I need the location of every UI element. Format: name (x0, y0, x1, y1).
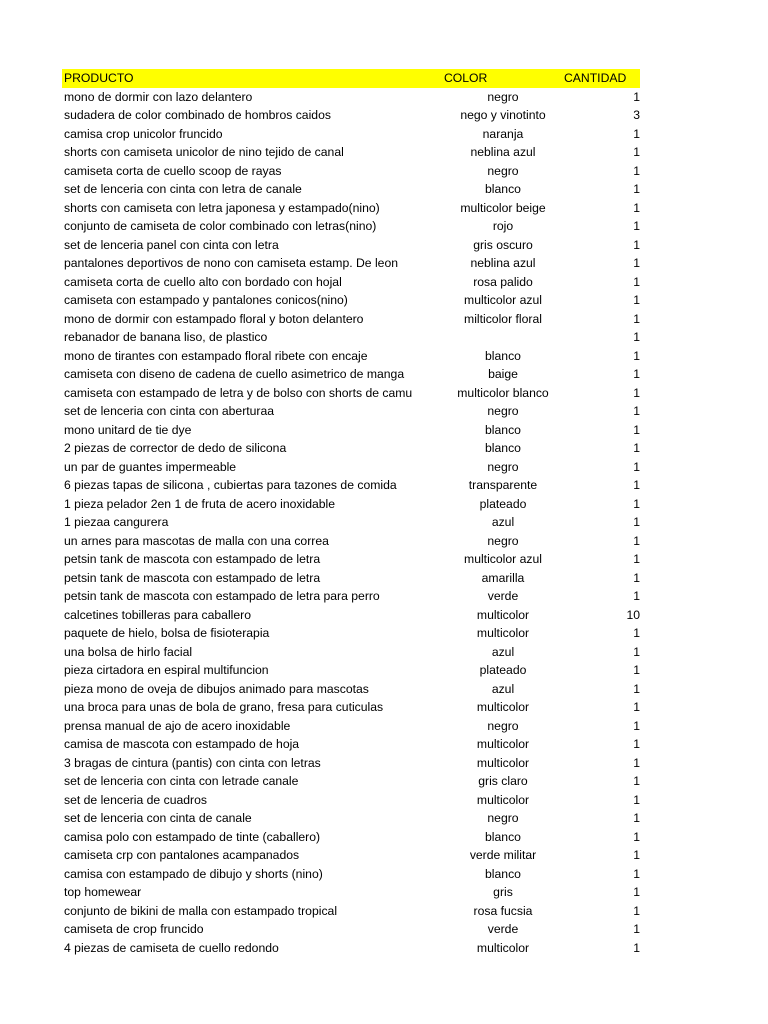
cell-color: blanco (485, 441, 521, 455)
table-row (62, 106, 640, 125)
cell-producto: petsin tank de mascota con estampado de letra (64, 552, 321, 566)
cell-cantidad: 1 (633, 126, 640, 141)
cell-cantidad: 1 (633, 459, 640, 474)
cell-cantidad: 1 (633, 792, 640, 807)
cell-producto: 1 piezaa cangurera (64, 515, 169, 529)
cell-color: baige (488, 367, 518, 381)
table-row (62, 569, 640, 588)
cell-color: transparente (468, 478, 538, 492)
cell-producto: 4 piezas de camiseta de cuello redondo (64, 940, 279, 955)
cell-cantidad: 1 (633, 589, 640, 603)
cell-color: gris oscuro (473, 237, 533, 252)
cell-producto: set de lenceria de cuadros (64, 792, 207, 807)
header-cantidad: CANTIDAD (564, 71, 627, 85)
cell-producto: petsin tank de mascota con estampado de letra (64, 570, 321, 585)
cell-color: multicolor blanco (457, 385, 549, 400)
cell-color: multicolor (476, 607, 530, 622)
product-table (62, 69, 640, 957)
cell-producto: top homewear (64, 885, 142, 899)
cell-color: blanco (485, 829, 521, 844)
cell-producto: mono unitard de tie dye (64, 422, 192, 437)
table-row (62, 606, 640, 625)
cell-color: blanco (485, 348, 521, 363)
cell-cantidad: 1 (633, 182, 640, 196)
table-row (62, 846, 640, 865)
cell-cantidad: 1 (633, 478, 640, 492)
cell-color: plateado (479, 663, 527, 677)
cell-producto: mono de dormir con lazo delantero (64, 89, 253, 104)
cell-color: blanco (485, 182, 521, 196)
cell-producto: pantalones deportivos de nono con camiseta estamp. De leon (64, 256, 399, 270)
table-row (62, 143, 640, 162)
cell-cantidad: 1 (633, 422, 640, 437)
cell-color: gris (493, 885, 513, 899)
cell-cantidad: 1 (633, 533, 640, 548)
cell-color: azul (491, 644, 515, 659)
table-body (62, 88, 640, 958)
cell-cantidad: 1 (633, 681, 640, 696)
cell-color: multicolor (476, 737, 530, 751)
cell-producto: set de lenceria con cinta de canale (64, 811, 252, 825)
table-row (62, 883, 640, 902)
cell-producto: sudadera de color combinado de hombros caidos (64, 108, 331, 122)
cell-color: multicolor beige (460, 200, 546, 215)
cell-cantidad: 1 (633, 274, 640, 289)
cell-producto: pieza cirtadora en espiral multifuncion (64, 663, 269, 677)
cell-cantidad: 1 (633, 441, 640, 455)
cell-cantidad: 1 (633, 330, 640, 344)
cell-color: negro (487, 404, 519, 418)
cell-color: negro (487, 163, 519, 178)
cell-cantidad: 1 (633, 940, 640, 955)
cell-producto: conjunto de bikini de malla con estampado tropical (64, 903, 338, 918)
table-row (62, 624, 640, 643)
cell-cantidad: 1 (633, 219, 640, 233)
cell-producto: mono de dormir con estampado floral y boton delantero (64, 311, 364, 326)
table-row (62, 365, 640, 384)
cell-color: negro (487, 89, 519, 104)
table-row (62, 735, 640, 754)
cell-color: multicolor azul (464, 293, 542, 307)
cell-color: negro (487, 718, 519, 733)
cell-color: naranja (482, 126, 524, 141)
cell-cantidad: 1 (633, 811, 640, 825)
table-row (62, 236, 640, 255)
cell-producto: 1 pieza pelador 2en 1 de fruta de acero inoxidable (64, 496, 336, 511)
cell-producto: prensa manual de ajo de acero inoxidable (64, 718, 291, 733)
cell-cantidad: 1 (633, 570, 640, 585)
table-row (62, 828, 640, 847)
cell-color: gris claro (478, 774, 528, 788)
cell-color: multicolor (476, 755, 530, 770)
cell-cantidad: 10 (626, 607, 640, 622)
cell-cantidad: 1 (633, 700, 640, 714)
table-row (62, 476, 640, 495)
cell-producto: pieza mono de oveja de dibujos animado para mascotas (64, 681, 369, 696)
cell-color: azul (491, 681, 515, 696)
cell-color: plateado (479, 496, 527, 511)
table-row (62, 439, 640, 458)
cell-color: multicolor (476, 626, 530, 640)
header-producto: PRODUCTO (64, 71, 134, 85)
cell-cantidad: 1 (633, 755, 640, 770)
cell-cantidad: 1 (633, 829, 640, 844)
cell-producto: un arnes para mascotas de malla con una correa (64, 533, 329, 548)
cell-cantidad: 1 (633, 774, 640, 788)
cell-producto: 3 bragas de cintura (pantis) con cinta con letras (64, 755, 321, 770)
cell-cantidad: 1 (633, 404, 640, 418)
table-row (62, 273, 640, 292)
cell-color: negro (487, 459, 519, 474)
cell-color (442, 328, 564, 347)
cell-color: rosa fucsia (473, 903, 533, 918)
cell-color: amarilla (481, 570, 525, 585)
cell-producto: conjunto de camiseta de color combinado con letras(nino) (64, 219, 377, 233)
cell-producto: camisa con estampado de dibujo y shorts (nino) (64, 866, 323, 881)
table-row (62, 421, 640, 440)
cell-producto: shorts con camiseta unicolor de nino tejido de canal (64, 145, 344, 159)
cell-color: azul (491, 515, 515, 529)
cell-producto: una bolsa de hirlo facial (64, 644, 193, 659)
cell-color: verde (487, 589, 519, 603)
cell-cantidad: 1 (633, 293, 640, 307)
cell-cantidad: 1 (633, 515, 640, 529)
table-row (62, 698, 640, 717)
cell-cantidad: 1 (633, 496, 640, 511)
cell-cantidad: 1 (633, 256, 640, 270)
table-row (62, 587, 640, 606)
table-row (62, 291, 640, 310)
cell-producto: shorts con camiseta con letra japonesa y estampado(nino) (64, 200, 380, 215)
cell-producto: set de lenceria con cinta con aberturaa (64, 404, 275, 418)
cell-color: blanco (485, 866, 521, 881)
table-header-row (62, 69, 640, 88)
table-row (62, 495, 640, 514)
table-row (62, 513, 640, 532)
cell-cantidad: 1 (633, 718, 640, 733)
cell-cantidad: 1 (633, 237, 640, 252)
cell-color: multicolor (476, 792, 530, 807)
cell-color: rosa palido (473, 274, 533, 289)
cell-color: rojo (492, 219, 514, 233)
cell-cantidad: 1 (633, 903, 640, 918)
table-row (62, 680, 640, 699)
table-row (62, 532, 640, 551)
cell-color: multicolor azul (464, 552, 542, 566)
cell-cantidad: 1 (633, 866, 640, 881)
cell-color: blanco (485, 422, 521, 437)
table-row (62, 939, 640, 958)
cell-producto: petsin tank de mascota con estampado de letra para perro (64, 589, 380, 603)
cell-cantidad: 1 (633, 385, 640, 400)
table-row (62, 902, 640, 921)
table-row (62, 772, 640, 791)
cell-color: milticolor floral (464, 311, 542, 326)
cell-producto: camiseta con estampado y pantalones conicos(nino) (64, 293, 348, 307)
cell-producto: camisa de mascota con estampado de hoja (64, 737, 300, 751)
cell-producto: set de lenceria con cinta con letra de canale (64, 182, 302, 196)
table-row (62, 661, 640, 680)
table-row (62, 162, 640, 181)
table-row (62, 754, 640, 773)
table-row (62, 199, 640, 218)
table-row (62, 254, 640, 273)
cell-producto: camisa polo con estampado de tinte (caballero) (64, 829, 321, 844)
cell-cantidad: 1 (633, 644, 640, 659)
table-row (62, 328, 640, 347)
cell-cantidad: 1 (633, 200, 640, 215)
cell-cantidad: 1 (633, 348, 640, 363)
table-row (62, 791, 640, 810)
cell-producto: camiseta con diseno de cadena de cuello asimetrico de manga (64, 367, 405, 381)
cell-color: neblina azul (470, 256, 536, 270)
cell-producto: 2 piezas de corrector de dedo de silicona (64, 441, 287, 455)
table-row (62, 180, 640, 199)
cell-producto: camiseta corta de cuello scoop de rayas (64, 163, 282, 178)
cell-producto: camiseta con estampado de letra y de bolso con shorts de camu (64, 385, 413, 400)
cell-producto: paquete de hielo, bolsa de fisioterapia (64, 626, 270, 640)
table-row (62, 550, 640, 569)
cell-color: neblina azul (470, 145, 536, 159)
cell-producto: set de lenceria con cinta con letrade canale (64, 774, 299, 788)
table-row (62, 217, 640, 236)
cell-color: verde (487, 922, 519, 936)
cell-cantidad: 1 (633, 848, 640, 862)
cell-producto: camisa crop unicolor fruncido (64, 126, 223, 141)
cell-cantidad: 1 (633, 552, 640, 566)
table-row (62, 402, 640, 421)
cell-color: nego y vinotinto (460, 108, 546, 122)
table-row (62, 347, 640, 366)
cell-color: multicolor (476, 700, 530, 714)
table-row (62, 384, 640, 403)
table-row (62, 809, 640, 828)
cell-producto: rebanador de banana liso, de plastico (64, 330, 268, 344)
cell-producto: camiseta corta de cuello alto con bordado con hojal (64, 274, 342, 289)
cell-producto: camiseta de crop fruncido (64, 922, 204, 936)
table-row (62, 88, 640, 107)
cell-color: negro (487, 533, 519, 548)
cell-cantidad: 1 (633, 663, 640, 677)
cell-cantidad: 1 (633, 737, 640, 751)
cell-color: multicolor (476, 940, 530, 955)
header-color: COLOR (444, 71, 488, 85)
cell-color: verde militar (469, 848, 537, 862)
cell-cantidad: 1 (633, 626, 640, 640)
table-row (62, 125, 640, 144)
cell-producto: camiseta crp con pantalones acampanados (64, 848, 300, 862)
cell-cantidad: 1 (633, 922, 640, 936)
table-row (62, 717, 640, 736)
cell-cantidad: 1 (633, 145, 640, 159)
table-row (62, 310, 640, 329)
cell-producto: calcetines tobilleras para caballero (64, 607, 251, 622)
cell-cantidad: 1 (633, 885, 640, 899)
table-row (62, 920, 640, 939)
cell-cantidad: 1 (633, 311, 640, 326)
table-row (62, 643, 640, 662)
cell-producto: mono de tirantes con estampado floral ribete con encaje (64, 348, 368, 363)
cell-cantidad: 3 (633, 108, 640, 122)
cell-producto: una broca para unas de bola de grano, fresa para cuticulas (64, 700, 384, 714)
table-row (62, 865, 640, 884)
cell-producto: 6 piezas tapas de silicona , cubiertas para tazones de comida (64, 478, 397, 492)
cell-cantidad: 1 (633, 163, 640, 178)
cell-cantidad: 1 (633, 89, 640, 104)
cell-producto: un par de guantes impermeable (64, 459, 237, 474)
cell-producto: set de lenceria panel con cinta con letra (64, 237, 279, 252)
cell-cantidad: 1 (633, 367, 640, 381)
cell-color: negro (487, 811, 519, 825)
table-row (62, 458, 640, 477)
